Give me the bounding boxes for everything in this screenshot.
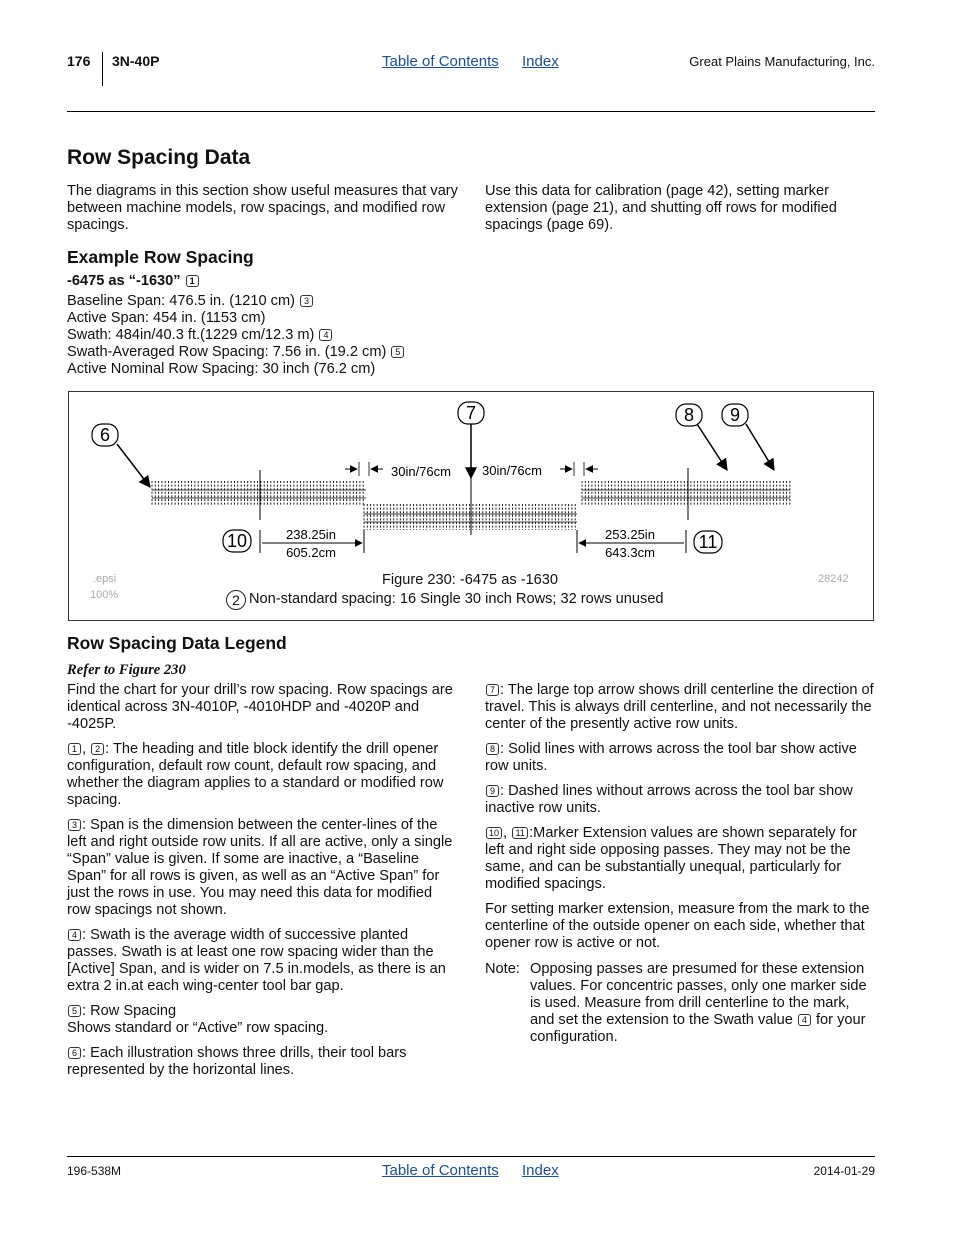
doc-number: 196-538M — [67, 1164, 122, 1178]
legend-left-column — [67, 682, 459, 1087]
callout-ref: 4 — [319, 329, 332, 341]
callout-7 — [458, 402, 484, 424]
callout-11 — [694, 531, 722, 553]
figure-caption: Figure 230: -6475 as -1630 — [381, 572, 559, 588]
svg-text:11: 11 — [698, 532, 718, 552]
note-label: Note: — [485, 961, 520, 977]
svg-text:7: 7 — [465, 403, 477, 423]
legend-item: 1 , 2 : The heading and title block identify the drill opener configuration, default row count, default row spacing, and whether the diagram applies to a standard or modified row spacing. — [67, 741, 444, 808]
legend-right-column — [485, 682, 875, 960]
example-line: Swath-Averaged Row Spacing: 7.56 in. (19.2 cm) 5 — [67, 344, 405, 361]
page-number: 176 — [67, 53, 91, 69]
spacing-right-label: 30in/76cm — [482, 463, 542, 478]
legend-item: For setting marker extension, measure from the mark to the centerline of the outside opener on each side, whether that opener row is active or not. — [485, 901, 870, 951]
marker-right-in: 253.25in — [605, 527, 655, 542]
callout-2: 2 — [226, 590, 246, 610]
header-toc-link[interactable]: Table of Contents — [382, 53, 499, 70]
legend-item: 10 , 11 :Marker Extension values are shown separately for left and right side opposing passes. They may not be the same, and can be substantially unequal, particularly for modified spacings. — [485, 825, 857, 892]
example-line: Swath: 484in/40.3 ft.(1229 cm/12.3 m) 4 — [67, 327, 405, 344]
doc-date: 2014-01-29 — [813, 1164, 875, 1178]
page-title: Row Spacing Data — [67, 146, 251, 169]
svg-text:10: 10 — [226, 531, 248, 551]
legend-item: 6 : Each illustration shows three drills, their tool bars represented by the horizontal lines. — [67, 1045, 407, 1078]
zoom-tag: 100% — [90, 589, 119, 601]
callout-6 — [92, 424, 118, 446]
legend-heading: Row Spacing Data Legend — [67, 633, 287, 653]
marker-left-in: 238.25in — [286, 527, 336, 542]
legend-item: 9 : Dashed lines without arrows across the tool bar show inactive row units. — [485, 783, 853, 816]
callout-ref: 5 — [391, 346, 404, 358]
example-line: Active Nominal Row Spacing: 30 inch (76.2 cm) — [67, 361, 376, 377]
legend-item: 7 : The large top arrow shows drill centerline the direction of travel. This is always drill centerline, and not necessarily the center of the presently active row units. — [485, 682, 874, 732]
note-text: Opposing passes are presumed for these extension values. For concentric passes, only one marker side is used. Measure from drill centerline to the mark, and set the extension to the Swath value — [530, 961, 867, 1028]
callout-ref: 4 — [798, 1014, 811, 1026]
note-tail: for your configuration. — [530, 1012, 866, 1045]
figure-id: 28242 — [818, 573, 849, 585]
footer-toc-link[interactable]: Table of Contents — [382, 1162, 499, 1179]
file-tag: .epsi — [93, 573, 117, 585]
legend-item: 8 : Solid lines with arrows across the tool bar show active row units. — [485, 741, 857, 774]
callout-10 — [223, 530, 251, 552]
legend-note — [485, 961, 875, 1046]
callout-8 — [676, 404, 702, 426]
legend-item: 3 : Span is the dimension between the center-lines of the left and right outside row units. If all are active, only a single “Span” value is given. If some are inactive, a “Baseline Span” for all rows is given, as well as an “Active Span” for just the rows in use. You may need this data for modified row spacings not shown. — [67, 817, 453, 918]
callout-9-arrow — [746, 424, 774, 470]
callout-6-arrow — [117, 444, 150, 487]
footer-index-link[interactable]: Index — [522, 1162, 559, 1179]
footer-rule — [67, 1156, 875, 1157]
legend-item: 4 : Swath is the average width of successive planted passes. Swath is at least one row spacing wider than the [Active] Span, and is wider on 7.5 in.models, as there is an extra 2 in.at each wing-center tool bar gap. — [67, 927, 446, 994]
marker-right-cm: 643.3cm — [605, 545, 655, 560]
callout-ref: 1 — [186, 275, 199, 287]
spacing-left-label: 30in/76cm — [391, 464, 451, 479]
example-line: Active Span: 454 in. (1153 cm) — [67, 310, 266, 326]
example-heading: Example Row Spacing — [67, 247, 254, 267]
legend-refer: Refer to Figure 230 — [67, 662, 186, 678]
example-line: Baseline Span: 476.5 in. (1210 cm) 3 — [67, 293, 405, 310]
intro-right: Use this data for calibration (page 42), setting marker extension (page 21), and shutting off rows for modified spacings (page 69). — [485, 183, 837, 233]
company-name: Great Plains Manufacturing, Inc. — [689, 54, 875, 69]
figure-note-text: Non-standard spacing: 16 Single 30 inch Rows; 32 rows unused — [249, 591, 664, 607]
legend-item: Find the chart for your drill’s row spacing. Row spacings are identical across 3N-4010P, -4010HDP and -4020P and -4025P. — [67, 682, 453, 732]
callout-ref: 3 — [300, 295, 313, 307]
svg-text:8: 8 — [683, 405, 695, 425]
callout-9 — [722, 404, 748, 426]
legend-item: 5 : Row Spacing Shows standard or “Active” row spacing. — [67, 1003, 329, 1036]
svg-text:6: 6 — [99, 425, 111, 445]
figure-note — [226, 590, 664, 610]
svg-text:9: 9 — [729, 405, 741, 425]
header-index-link[interactable]: Index — [522, 53, 559, 70]
callout-8-arrow — [697, 424, 727, 470]
model-name: 3N-40P — [112, 53, 160, 69]
config-title: -6475 as “-1630” — [67, 273, 181, 289]
marker-left-cm: 605.2cm — [286, 545, 336, 560]
intro-left: The diagrams in this section show useful measures that vary between machine models, row spacings, and modified row spacings. — [67, 183, 458, 233]
